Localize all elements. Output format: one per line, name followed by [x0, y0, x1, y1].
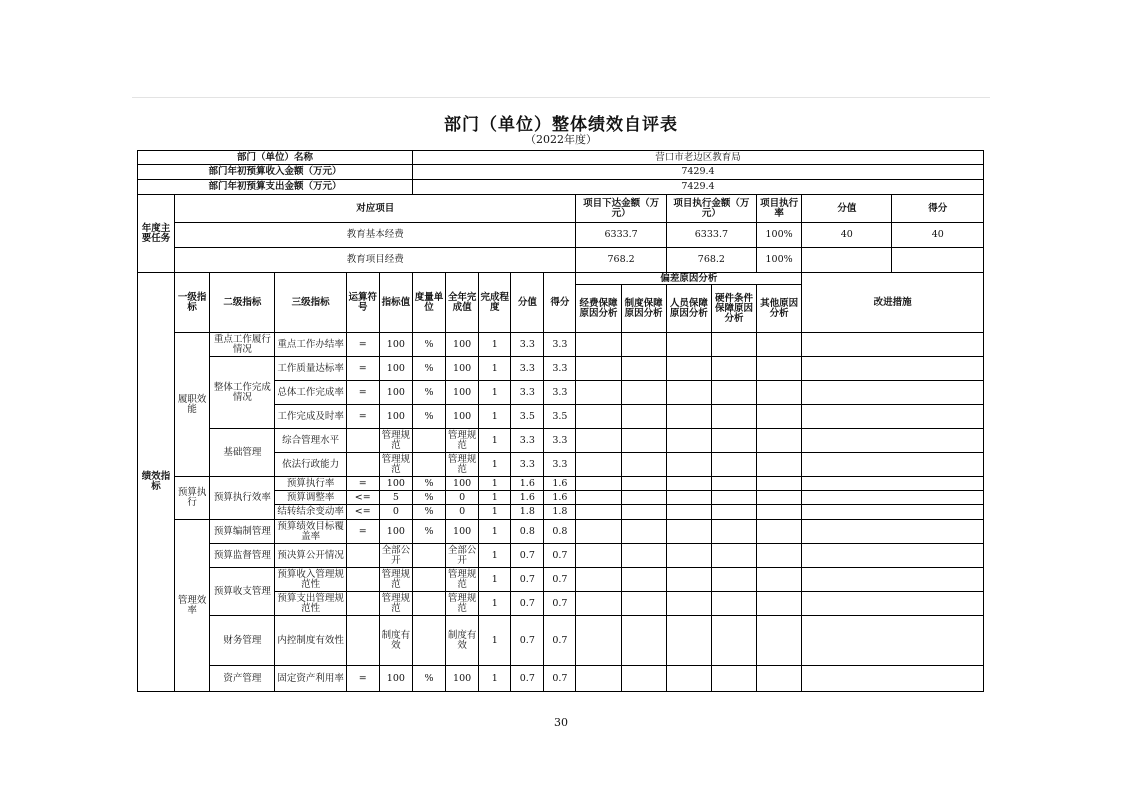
deviation-cell [757, 568, 802, 592]
table-row [138, 544, 984, 568]
deviation-cell [621, 616, 666, 666]
task-rate: 100% [757, 223, 802, 248]
score-cell: 1.6 [511, 491, 544, 505]
degree-cell: 1 [479, 666, 511, 692]
deviation-cell [711, 381, 756, 405]
deviation-cell [711, 505, 756, 520]
score-cell: 0.8 [511, 520, 544, 544]
deviation-cell [711, 544, 756, 568]
task-got [892, 248, 984, 273]
score-cell: 1.8 [511, 505, 544, 520]
deviation-cell [576, 357, 621, 381]
operator-cell [346, 544, 379, 568]
deviation-cell [576, 520, 621, 544]
unit-cell: % [412, 666, 445, 692]
task-issued: 768.2 [576, 248, 666, 273]
degree-cell: 1 [479, 357, 511, 381]
degree-cell: 1 [479, 616, 511, 666]
operator-cell: = [346, 666, 379, 692]
degree-cell: 1 [479, 520, 511, 544]
deviation-cell [666, 491, 711, 505]
value-cell: 100 [379, 357, 412, 381]
unit-cell [412, 568, 445, 592]
deviation-cell [576, 616, 621, 666]
level2-cell: 重点工作履行情况 [210, 333, 275, 357]
deviation-cell [757, 429, 802, 453]
operator-cell [346, 453, 379, 477]
score-cell: 0.7 [511, 666, 544, 692]
degree-cell: 1 [479, 381, 511, 405]
deviation-cell [711, 568, 756, 592]
deviation-cell [757, 333, 802, 357]
deviation-cell [711, 333, 756, 357]
value-cell: 100 [379, 333, 412, 357]
done-cell: 全部公开 [446, 544, 479, 568]
deviation-cell [621, 520, 666, 544]
task-got: 40 [892, 223, 984, 248]
degree-cell: 1 [479, 477, 511, 491]
level3-cell: 预算支出管理规范性 [275, 592, 346, 616]
unit-cell: % [412, 520, 445, 544]
value-cell: 100 [379, 477, 412, 491]
level3-cell: 结转结余变动率 [275, 505, 346, 520]
got-cell: 0.7 [544, 544, 576, 568]
deviation-cell [711, 453, 756, 477]
degree-cell: 1 [479, 453, 511, 477]
deviation-cell [576, 666, 621, 692]
header-deviation-1: 经费保障原因分析 [576, 285, 621, 333]
table-row [138, 429, 984, 453]
unit-cell [412, 544, 445, 568]
level3-cell: 综合管理水平 [275, 429, 346, 453]
value-cell: 全部公开 [379, 544, 412, 568]
level3-cell: 总体工作完成率 [275, 381, 346, 405]
unit-cell: % [412, 491, 445, 505]
value-cell: 100 [379, 520, 412, 544]
unit-cell [412, 592, 445, 616]
deviation-cell [576, 453, 621, 477]
improvement-cell [802, 544, 984, 568]
deviation-cell [621, 357, 666, 381]
operator-cell: = [346, 357, 379, 381]
header-level1: 一级指标 [175, 273, 210, 333]
deviation-cell [576, 333, 621, 357]
improvement-cell [802, 520, 984, 544]
value-cell: 100 [379, 405, 412, 429]
deviation-cell [576, 544, 621, 568]
operator-cell: = [346, 477, 379, 491]
level3-cell: 工作质量达标率 [275, 357, 346, 381]
col-executed-header: 项目执行金额（万元） [666, 195, 756, 223]
group-performance: 履职效能 [175, 333, 210, 477]
deviation-cell [576, 429, 621, 453]
got-cell: 3.3 [544, 357, 576, 381]
deviation-cell [576, 491, 621, 505]
improvement-cell [802, 592, 984, 616]
score-cell: 3.3 [511, 429, 544, 453]
level2-cell: 预算收支管理 [210, 568, 275, 616]
deviation-cell [711, 520, 756, 544]
deviation-cell [666, 666, 711, 692]
operator-cell: = [346, 381, 379, 405]
deviation-cell [711, 592, 756, 616]
level3-cell: 预决算公开情况 [275, 544, 346, 568]
done-cell: 100 [446, 333, 479, 357]
deviation-cell [757, 520, 802, 544]
value-cell: 管理规范 [379, 568, 412, 592]
value-cell: 100 [379, 381, 412, 405]
header-operator: 运算符号 [346, 273, 379, 333]
done-cell: 100 [446, 520, 479, 544]
deviation-cell [757, 357, 802, 381]
deviation-cell [621, 592, 666, 616]
task-rate: 100% [757, 248, 802, 273]
task-executed: 6333.7 [666, 223, 756, 248]
deviation-cell [666, 568, 711, 592]
operator-cell: = [346, 333, 379, 357]
deviation-cell [621, 568, 666, 592]
task-item: 教育项目经费 [175, 248, 576, 273]
improvement-cell [802, 357, 984, 381]
value-cell: 管理规范 [379, 592, 412, 616]
level3-cell: 预算执行率 [275, 477, 346, 491]
done-cell: 管理规范 [446, 429, 479, 453]
value-cell: 0 [379, 505, 412, 520]
level2-cell: 预算监督管理 [210, 544, 275, 568]
operator-cell: <= [346, 491, 379, 505]
value-cell: 100 [379, 666, 412, 692]
deviation-cell [576, 381, 621, 405]
improvement-cell [802, 381, 984, 405]
page-subtitle: （2022年度） [525, 133, 597, 146]
header-level2: 二级指标 [210, 273, 275, 333]
deviation-cell [576, 568, 621, 592]
deviation-cell [621, 666, 666, 692]
got-cell: 0.7 [544, 666, 576, 692]
deviation-cell [666, 381, 711, 405]
deviation-cell [711, 491, 756, 505]
task-score: 40 [802, 223, 892, 248]
degree-cell: 1 [479, 491, 511, 505]
score-cell: 3.3 [511, 381, 544, 405]
operator-cell: = [346, 520, 379, 544]
task-item: 教育基本经费 [175, 223, 576, 248]
col-score-header: 分值 [802, 195, 892, 223]
table-row [138, 520, 984, 544]
deviation-cell [666, 429, 711, 453]
improvement-cell [802, 491, 984, 505]
header-deviation-5: 其他原因分析 [757, 285, 802, 333]
deviation-cell [666, 592, 711, 616]
deviation-cell [576, 477, 621, 491]
unit-cell: % [412, 405, 445, 429]
value-cell: 管理规范 [379, 429, 412, 453]
done-cell: 管理规范 [446, 592, 479, 616]
header-score: 分值 [511, 273, 544, 333]
level3-cell: 内控制度有效性 [275, 616, 346, 666]
header-value: 指标值 [379, 273, 412, 333]
dept-name-value: 营口市老边区教育局 [412, 151, 983, 165]
done-cell: 0 [446, 491, 479, 505]
header-deviation: 偏差原因分析 [576, 273, 802, 285]
deviation-cell [757, 491, 802, 505]
deviation-cell [666, 477, 711, 491]
deviation-cell [757, 453, 802, 477]
deviation-cell [576, 405, 621, 429]
improvement-cell [802, 477, 984, 491]
improvement-cell [802, 505, 984, 520]
score-cell: 0.7 [511, 616, 544, 666]
table-row [138, 333, 984, 357]
deviation-cell [666, 616, 711, 666]
deviation-cell [666, 453, 711, 477]
score-cell: 3.3 [511, 453, 544, 477]
task-issued: 6333.7 [576, 223, 666, 248]
got-cell: 1.8 [544, 505, 576, 520]
deviation-cell [757, 381, 802, 405]
deviation-cell [757, 505, 802, 520]
deviation-cell [711, 616, 756, 666]
header-improvement: 改进措施 [802, 273, 984, 333]
unit-cell [412, 616, 445, 666]
annual-task-label: 年度主要任务 [138, 195, 175, 273]
deviation-cell [711, 405, 756, 429]
deviation-cell [757, 666, 802, 692]
perf-indicator-label: 绩效指标 [138, 273, 175, 692]
operator-cell [346, 616, 379, 666]
got-cell: 0.7 [544, 568, 576, 592]
page-title: 部门（单位）整体绩效自评表 [444, 115, 678, 135]
deviation-cell [621, 429, 666, 453]
level2-cell: 财务管理 [210, 616, 275, 666]
deviation-cell [711, 666, 756, 692]
score-cell: 0.7 [511, 544, 544, 568]
value-cell: 5 [379, 491, 412, 505]
deviation-cell [666, 520, 711, 544]
deviation-cell [666, 357, 711, 381]
score-cell: 1.6 [511, 477, 544, 491]
level3-cell: 固定资产利用率 [275, 666, 346, 692]
got-cell: 1.6 [544, 491, 576, 505]
got-cell: 3.3 [544, 429, 576, 453]
unit-cell: % [412, 505, 445, 520]
score-cell: 3.3 [511, 357, 544, 381]
degree-cell: 1 [479, 333, 511, 357]
dept-name-label: 部门（单位）名称 [138, 151, 413, 165]
evaluation-table-wrapper [137, 150, 984, 711]
improvement-cell [802, 666, 984, 692]
degree-cell: 1 [479, 544, 511, 568]
col-rate-header: 项目执行率 [757, 195, 802, 223]
improvement-cell [802, 405, 984, 429]
level3-cell: 预算调整率 [275, 491, 346, 505]
expense-value: 7429.4 [412, 180, 983, 195]
header-degree: 完成程度 [479, 273, 511, 333]
level3-cell: 预算收入管理规范性 [275, 568, 346, 592]
group-budget-execution: 预算执行 [175, 477, 210, 520]
task-executed: 768.2 [666, 248, 756, 273]
unit-cell: % [412, 357, 445, 381]
done-cell: 100 [446, 477, 479, 491]
level3-cell: 工作完成及时率 [275, 405, 346, 429]
deviation-cell [666, 505, 711, 520]
score-cell: 3.3 [511, 333, 544, 357]
level3-cell: 预算绩效目标覆盖率 [275, 520, 346, 544]
header-unit: 度量单位 [412, 273, 445, 333]
done-cell: 100 [446, 381, 479, 405]
got-cell: 3.3 [544, 453, 576, 477]
evaluation-table [137, 150, 984, 692]
level2-cell: 预算编制管理 [210, 520, 275, 544]
unit-cell: % [412, 381, 445, 405]
col-issued-header: 项目下达金额（万元） [576, 195, 666, 223]
level3-cell: 重点工作办结率 [275, 333, 346, 357]
done-cell: 管理规范 [446, 453, 479, 477]
deviation-cell [621, 453, 666, 477]
deviation-cell [576, 592, 621, 616]
score-cell: 0.7 [511, 592, 544, 616]
task-score [802, 248, 892, 273]
header-deviation-4: 硬件条件保障原因分析 [711, 285, 756, 333]
deviation-cell [621, 405, 666, 429]
improvement-cell [802, 453, 984, 477]
degree-cell: 1 [479, 429, 511, 453]
unit-cell [412, 453, 445, 477]
done-cell: 0 [446, 505, 479, 520]
value-cell: 制度有效 [379, 616, 412, 666]
deviation-cell [576, 505, 621, 520]
deviation-cell [757, 616, 802, 666]
got-cell: 0.7 [544, 616, 576, 666]
table-row [138, 568, 984, 592]
table-row [138, 666, 984, 692]
deviation-cell [757, 592, 802, 616]
unit-cell [412, 429, 445, 453]
got-cell: 1.6 [544, 477, 576, 491]
degree-cell: 1 [479, 592, 511, 616]
deviation-cell [621, 333, 666, 357]
page-number: 30 [554, 716, 568, 729]
unit-cell: % [412, 477, 445, 491]
got-cell: 3.3 [544, 381, 576, 405]
deviation-cell [757, 544, 802, 568]
income-label: 部门年初预算收入金额（万元） [138, 165, 413, 180]
deviation-cell [757, 477, 802, 491]
deviation-cell [621, 544, 666, 568]
level2-cell: 整体工作完成情况 [210, 357, 275, 429]
improvement-cell [802, 429, 984, 453]
table-row [138, 357, 984, 381]
score-cell: 3.5 [511, 405, 544, 429]
deviation-cell [621, 505, 666, 520]
col-got-header: 得分 [892, 195, 984, 223]
improvement-cell [802, 333, 984, 357]
deviation-cell [711, 357, 756, 381]
group-management-efficiency: 管理效率 [175, 520, 210, 692]
improvement-cell [802, 616, 984, 666]
operator-cell: = [346, 405, 379, 429]
degree-cell: 1 [479, 505, 511, 520]
header-deviation-3: 人员保障原因分析 [666, 285, 711, 333]
score-cell: 0.7 [511, 568, 544, 592]
deviation-cell [666, 405, 711, 429]
done-cell: 100 [446, 405, 479, 429]
improvement-cell [802, 568, 984, 592]
level3-cell: 依法行政能力 [275, 453, 346, 477]
got-cell: 0.7 [544, 592, 576, 616]
deviation-cell [621, 381, 666, 405]
got-cell: 3.3 [544, 333, 576, 357]
table-row [138, 616, 984, 666]
got-cell: 0.8 [544, 520, 576, 544]
done-cell: 100 [446, 666, 479, 692]
page-top-rule [132, 97, 990, 98]
degree-cell: 1 [479, 568, 511, 592]
expense-label: 部门年初预算支出金额（万元） [138, 180, 413, 195]
operator-cell [346, 592, 379, 616]
operator-cell [346, 568, 379, 592]
header-deviation-2: 制度保障原因分析 [621, 285, 666, 333]
deviation-cell [666, 544, 711, 568]
level2-cell: 预算执行效率 [210, 477, 275, 520]
header-level3: 三级指标 [275, 273, 346, 333]
done-cell: 制度有效 [446, 616, 479, 666]
operator-cell [346, 429, 379, 453]
level2-cell: 基础管理 [210, 429, 275, 477]
header-done: 全年完成值 [446, 273, 479, 333]
value-cell: 管理规范 [379, 453, 412, 477]
operator-cell: <= [346, 505, 379, 520]
deviation-cell [757, 405, 802, 429]
unit-cell: % [412, 333, 445, 357]
col-item-header: 对应项目 [175, 195, 576, 223]
level2-cell: 资产管理 [210, 666, 275, 692]
got-cell: 3.5 [544, 405, 576, 429]
degree-cell: 1 [479, 405, 511, 429]
deviation-cell [621, 477, 666, 491]
done-cell: 100 [446, 357, 479, 381]
header-got: 得分 [544, 273, 576, 333]
done-cell: 管理规范 [446, 568, 479, 592]
table-row [138, 477, 984, 491]
deviation-cell [666, 333, 711, 357]
income-value: 7429.4 [412, 165, 983, 180]
deviation-cell [711, 429, 756, 453]
deviation-cell [621, 491, 666, 505]
deviation-cell [711, 477, 756, 491]
